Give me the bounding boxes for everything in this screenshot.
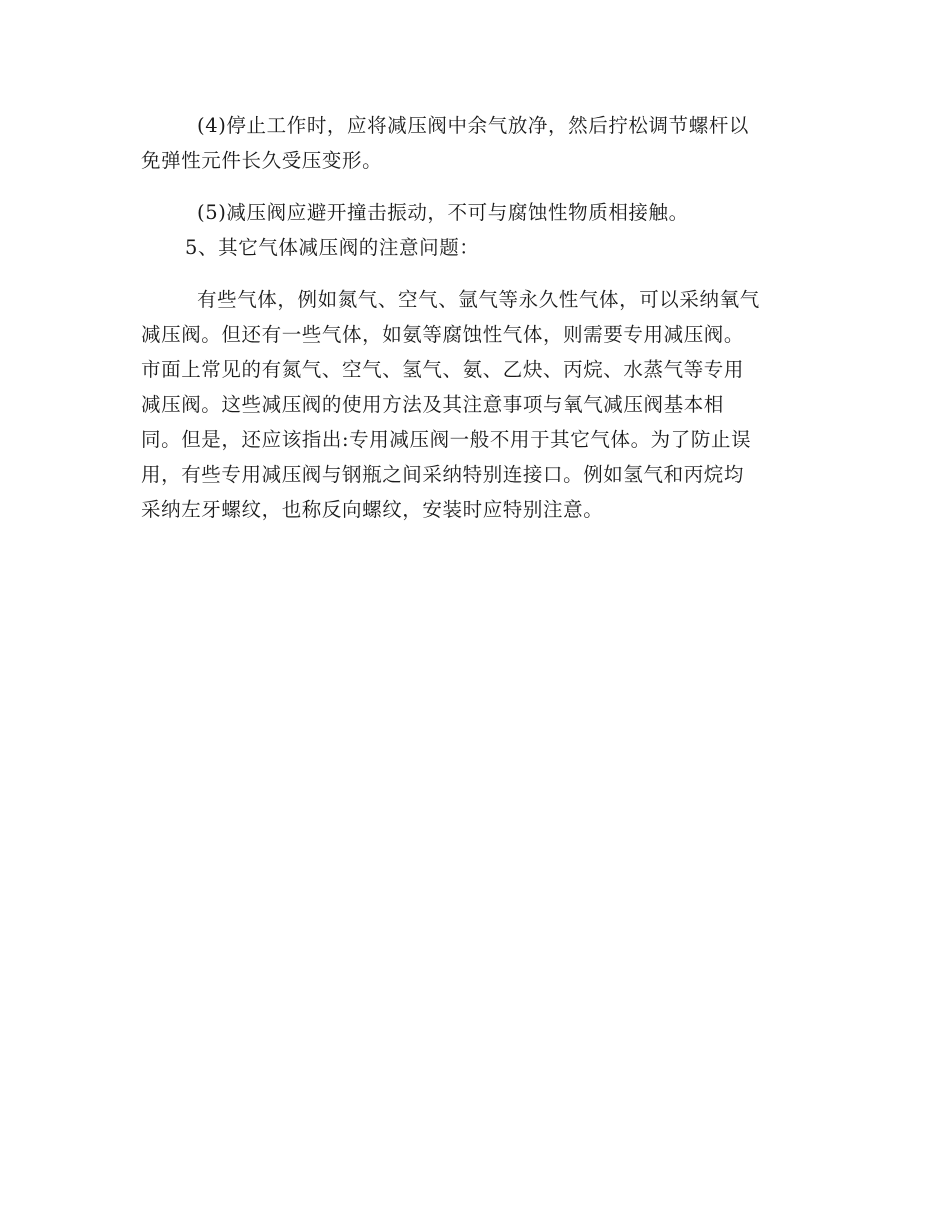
- section-5-line-4: 减压阀。这些减压阀的使用方法及其注意事项与氧气减压阀基本相: [141, 393, 724, 416]
- section-5-line-2: 减压阀。但还有一些气体，如氨等腐蚀性气体，则需要专用减压阀。: [141, 323, 745, 346]
- section-5-line-6: 用，有些专用减压阀与钢瓶之间采纳特别连接口。例如氢气和丙烷均: [141, 463, 745, 486]
- section-5-heading: [141, 230, 806, 265]
- item-4-line-1: (4)停止工作时，应将减压阀中余气放净，然后拧松调节螺杆以: [197, 114, 750, 137]
- section-5-line-1: 有些气体，例如氮气、空气、氩气等永久性气体，可以采纳氧气: [197, 288, 760, 311]
- item-4-line-2: 免弹性元件长久受压变形。: [141, 149, 383, 172]
- section-5-line-3: 市面上常见的有氮气、空气、氢气、氨、乙炔、丙烷、水蒸气等专用: [141, 358, 745, 381]
- section-5-heading-text: 5、其它气体减压阀的注意问题：: [185, 236, 480, 259]
- paragraph-section-5-body: [141, 282, 806, 527]
- section-5-line-7: 采纳左牙螺纹，也称反向螺纹，安装时应特别注意。: [141, 498, 604, 521]
- paragraph-item-5: [141, 195, 806, 230]
- section-5-line-5: 同。但是，还应该指出:专用减压阀一般不用于其它气体。为了防止误: [141, 428, 752, 451]
- paragraph-item-4: [141, 108, 806, 178]
- item-5-line-1: (5)减压阀应避开撞击振动，不可与腐蚀性物质相接触。: [197, 201, 689, 224]
- document-body: [141, 108, 806, 527]
